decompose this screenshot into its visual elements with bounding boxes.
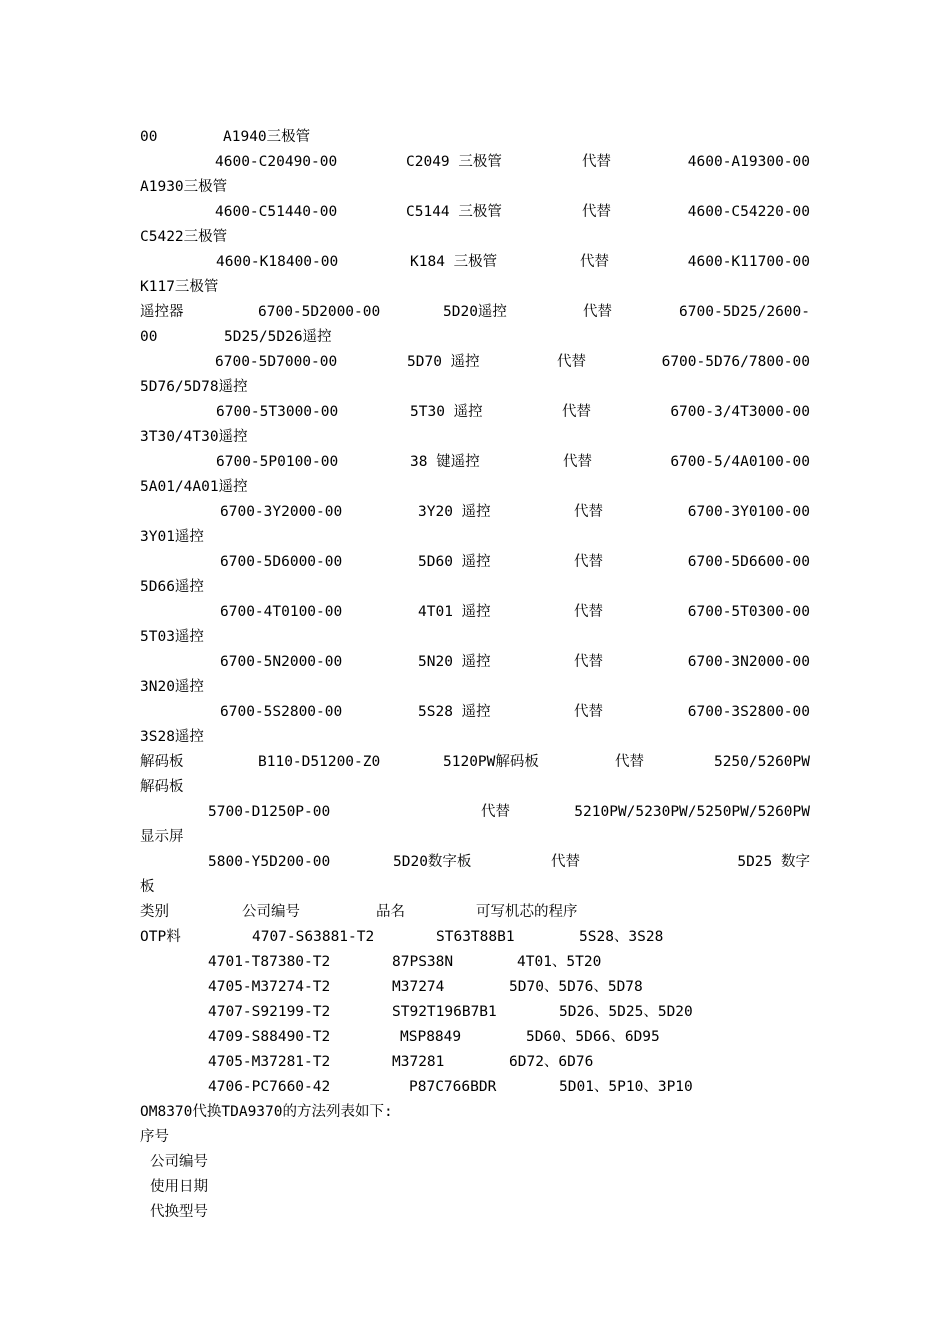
column-header-category: 类别 <box>140 904 169 920</box>
text-part: 4T01 遥控 <box>418 604 491 620</box>
text-line <box>0 230 950 250</box>
text-part: 3T30/4T30遥控 <box>140 429 248 445</box>
column-header-product-name: 品名 <box>376 904 405 920</box>
text-part: C5144 三极管 <box>406 204 502 220</box>
table-cell: 5D01、5P10、3P10 <box>559 1079 693 1095</box>
text-part: 5N20 遥控 <box>418 654 491 670</box>
text-part: 6700-5D25/2600- <box>679 304 810 320</box>
text-part: 6700-3/4T3000-00 <box>670 404 810 420</box>
text-part: 4600-A19300-00 <box>687 154 810 170</box>
section-intro <box>0 1105 950 1125</box>
text-part: 5D20遥控 <box>443 304 507 320</box>
text-line <box>0 155 950 175</box>
text-line <box>0 830 950 850</box>
text-part: A1930三极管 <box>140 179 228 195</box>
table-cell: ST63T88B1 <box>436 929 515 945</box>
text-part: K184 三极管 <box>410 254 498 270</box>
text-line <box>0 555 950 575</box>
text-part: 00 <box>140 129 158 145</box>
text-part: 3Y20 遥控 <box>418 504 491 520</box>
table-cell: OTP料 <box>140 929 181 945</box>
text-part: 代替 <box>574 604 603 620</box>
text-line <box>0 755 950 775</box>
text-part: 6700-3S2800-00 <box>687 704 810 720</box>
text-part: 代替 <box>615 754 644 770</box>
text-part: K117三极管 <box>140 279 219 295</box>
text-part: 6700-3N2000-00 <box>687 654 810 670</box>
text-line <box>0 280 950 300</box>
table-cell: 6D72、6D76 <box>509 1054 594 1070</box>
text-line <box>0 780 950 800</box>
text-line <box>0 805 950 825</box>
text-part: 4600-K11700-00 <box>687 254 810 270</box>
text-part: 6700-3Y2000-00 <box>220 504 343 520</box>
text-line <box>0 205 950 225</box>
text-part: 解码板 <box>140 779 184 795</box>
text-line <box>0 130 950 150</box>
table-cell: 4705-M37281-T2 <box>208 1054 331 1070</box>
text-part: A1940三极管 <box>223 129 311 145</box>
text-part: 5S28 遥控 <box>418 704 491 720</box>
text-part: 4600-C20490-00 <box>215 154 338 170</box>
table-cell: M37281 <box>392 1054 445 1070</box>
table-cell: MSP8849 <box>400 1029 462 1045</box>
text-part: 6700-5T3000-00 <box>216 404 339 420</box>
text-part: 代替 <box>574 554 603 570</box>
text-line <box>0 505 950 525</box>
text-part: 代替 <box>574 504 603 520</box>
text-part: 3Y01遥控 <box>140 529 204 545</box>
text-part: 6700-4T0100-00 <box>220 604 343 620</box>
text-part: 00 <box>140 329 158 345</box>
text-part: 代换型号 <box>150 1204 208 1220</box>
text-part: 代替 <box>551 854 580 870</box>
table-cell: ST92T196B7B1 <box>392 1004 497 1020</box>
table-cell: 5S28、3S28 <box>579 929 664 945</box>
table-cell: 5D70、5D76、5D78 <box>509 979 643 995</box>
text-part: 5D20数字板 <box>393 854 472 870</box>
text-line <box>0 455 950 475</box>
text-part: 6700-5/4A0100-00 <box>670 454 810 470</box>
text-part: 5D70 遥控 <box>407 354 480 370</box>
text-part: 6700-5P0100-00 <box>216 454 339 470</box>
text-part: 4600-K18400-00 <box>216 254 339 270</box>
text-part: 代替 <box>582 154 611 170</box>
text-part: 6700-5D2000-00 <box>258 304 381 320</box>
text-part: 代替 <box>580 254 609 270</box>
text-part: 5120PW解码板 <box>443 754 539 770</box>
text-part: 5D25 数字 <box>737 854 810 870</box>
text-line <box>0 655 950 675</box>
text-part: 代替 <box>574 704 603 720</box>
text-part: C5422三极管 <box>140 229 228 245</box>
text-part: 5A01/4A01遥控 <box>140 479 248 495</box>
text-part: 显示屏 <box>140 829 184 845</box>
text-part: 代替 <box>563 454 592 470</box>
text-part: 5700-D1250P-00 <box>208 804 331 820</box>
table-cell: M37274 <box>392 979 445 995</box>
text-part: 5D76/5D78遥控 <box>140 379 248 395</box>
text-part: 5D25/5D26遥控 <box>224 329 332 345</box>
table-row <box>0 1080 950 1100</box>
text-part: 遥控器 <box>140 304 184 320</box>
text-line <box>0 180 950 200</box>
text-line <box>0 530 950 550</box>
text-part: 6700-3Y0100-00 <box>687 504 810 520</box>
table-cell: 4705-M37274-T2 <box>208 979 331 995</box>
text-part: 5T30 遥控 <box>410 404 483 420</box>
text-line <box>0 330 950 350</box>
table-row <box>0 1005 950 1025</box>
text-part: 序号 <box>140 1129 169 1145</box>
table-cell: 5D26、5D25、5D20 <box>559 1004 693 1020</box>
text-line <box>0 705 950 725</box>
text-line <box>0 305 950 325</box>
text-part: 5800-Y5D200-00 <box>208 854 331 870</box>
text-line <box>0 405 950 425</box>
text-line <box>0 880 950 900</box>
text-part: 3N20遥控 <box>140 679 204 695</box>
text-part: 5250/5260PW <box>713 754 810 770</box>
table-header-line <box>0 905 950 925</box>
text-part: 5D60 遥控 <box>418 554 491 570</box>
text-part: 代替 <box>583 304 612 320</box>
table-row <box>0 1030 950 1050</box>
column-header-company-code: 公司编号 <box>242 904 300 920</box>
text-line <box>0 855 950 875</box>
text-line <box>0 730 950 750</box>
table-row <box>0 1055 950 1075</box>
table-cell: 4707-S92199-T2 <box>208 1004 331 1020</box>
table-cell: 4707-S63881-T2 <box>252 929 375 945</box>
table-cell: 5D60、5D66、6D95 <box>526 1029 660 1045</box>
table-cell: 87PS38N <box>392 954 454 970</box>
text-part: 板 <box>140 879 155 895</box>
text-part: 6700-5D6600-00 <box>687 554 810 570</box>
text-line <box>0 430 950 450</box>
text-part: 6700-5D6000-00 <box>220 554 343 570</box>
table-cell: 4706-PC7660-42 <box>208 1079 331 1095</box>
table-row <box>0 955 950 975</box>
text-line <box>0 605 950 625</box>
text-part: OM8370代换TDA9370的方法列表如下: <box>140 1104 393 1120</box>
text-part: 4600-C51440-00 <box>215 204 338 220</box>
text-part: 公司编号 <box>150 1154 208 1170</box>
text-part: 解码板 <box>140 754 184 770</box>
table-cell: P87C766BDR <box>409 1079 497 1095</box>
list-item <box>0 1180 950 1200</box>
table-cell: 4701-T87380-T2 <box>208 954 331 970</box>
text-part: C2049 三极管 <box>406 154 502 170</box>
text-part: 3S28遥控 <box>140 729 204 745</box>
text-part: 6700-5D7000-00 <box>215 354 338 370</box>
text-line <box>0 680 950 700</box>
list-item <box>0 1205 950 1225</box>
text-part: 38 键遥控 <box>410 454 480 470</box>
text-part: 6700-5S2800-00 <box>220 704 343 720</box>
text-part: 5D66遥控 <box>140 579 204 595</box>
text-part: 6700-5T0300-00 <box>687 604 810 620</box>
text-part: 代替 <box>574 654 603 670</box>
text-part: 5T03遥控 <box>140 629 204 645</box>
table-cell: 4T01、5T20 <box>517 954 602 970</box>
text-line <box>0 580 950 600</box>
text-part: 5210PW/5230PW/5250PW/5260PW <box>574 804 810 820</box>
text-part: 6700-5N2000-00 <box>220 654 343 670</box>
list-item <box>0 1155 950 1175</box>
table-cell: 4709-S88490-T2 <box>208 1029 331 1045</box>
text-part: 代替 <box>557 354 586 370</box>
text-part: B110-D51200-Z0 <box>258 754 381 770</box>
table-row <box>0 980 950 1000</box>
text-part: 4600-C54220-00 <box>687 204 810 220</box>
text-line <box>0 380 950 400</box>
column-header-programs: 可写机芯的程序 <box>476 904 578 920</box>
text-line <box>0 355 950 375</box>
text-line <box>0 255 950 275</box>
text-part: 代替 <box>582 204 611 220</box>
table-row <box>0 930 950 950</box>
text-part: 代替 <box>481 804 510 820</box>
text-line <box>0 630 950 650</box>
text-line <box>0 480 950 500</box>
text-part: 代替 <box>562 404 591 420</box>
text-part: 6700-5D76/7800-00 <box>661 354 810 370</box>
text-part: 使用日期 <box>150 1179 208 1195</box>
list-item <box>0 1130 950 1150</box>
